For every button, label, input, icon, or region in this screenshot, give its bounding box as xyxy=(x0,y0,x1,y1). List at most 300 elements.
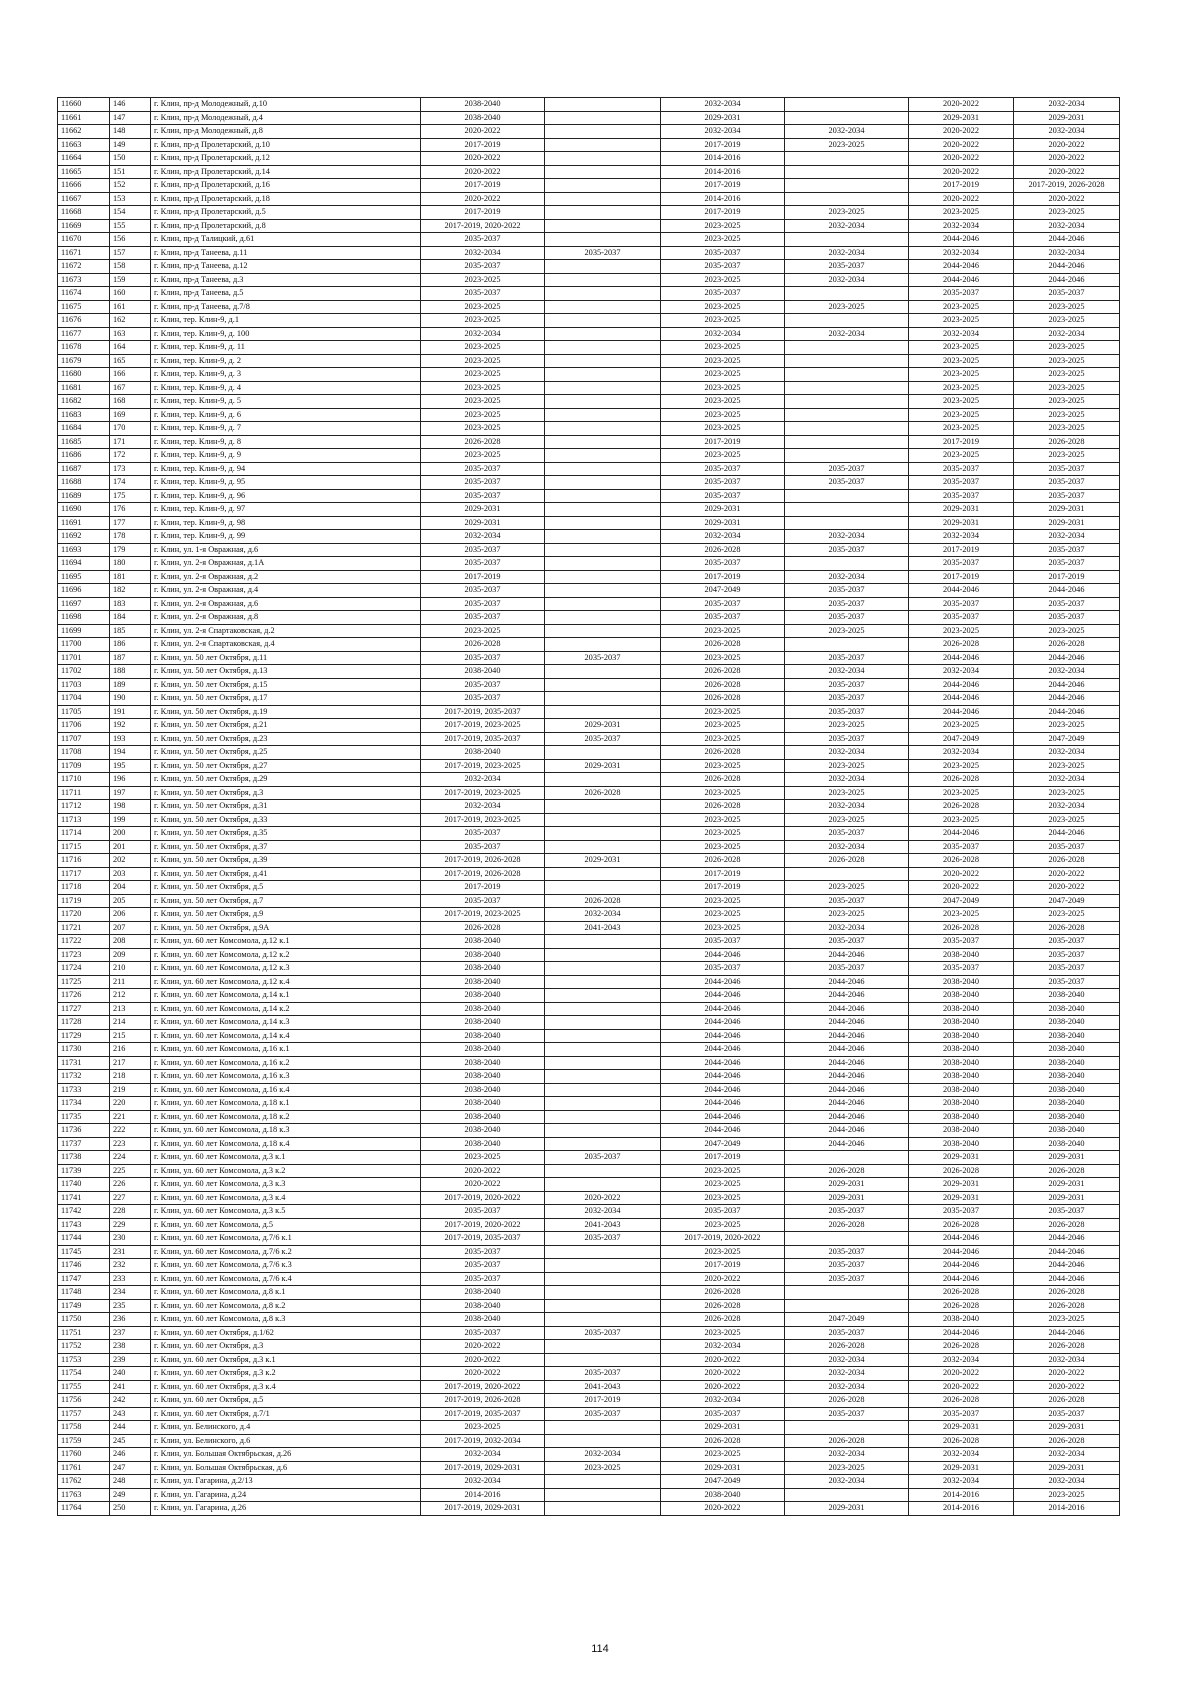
table-cell: 11690 xyxy=(58,503,110,517)
table-cell: 2032-2034 xyxy=(421,773,545,787)
table-cell xyxy=(545,516,661,530)
table-cell xyxy=(545,827,661,841)
table-cell: 2023-2025 xyxy=(661,395,785,409)
table-cell: 2020-2022 xyxy=(1014,1367,1120,1381)
table-cell: 2020-2022 xyxy=(421,1353,545,1367)
table-cell: 2026-2028 xyxy=(909,921,1014,935)
table-cell: г. Клин, ул. 60 лет Комсомола, д.7/6 к.2 xyxy=(151,1245,421,1259)
table-cell: г. Клин, тер. Клин-9, д. 97 xyxy=(151,503,421,517)
table-cell: г. Клин, тер. Клин-9, д. 5 xyxy=(151,395,421,409)
table-cell: 11721 xyxy=(58,921,110,935)
table-cell: 2026-2028 xyxy=(909,1394,1014,1408)
table-cell: 11669 xyxy=(58,219,110,233)
table-cell: 2032-2034 xyxy=(661,1394,785,1408)
table-cell: г. Клин, ул. 60 лет Комсомола, д.3 к.2 xyxy=(151,1164,421,1178)
table-row xyxy=(58,260,1120,274)
table-cell: 2020-2022 xyxy=(421,1367,545,1381)
table-row xyxy=(58,1110,1120,1124)
table-cell: 2020-2022 xyxy=(421,165,545,179)
table-cell: 2035-2037 xyxy=(785,1326,909,1340)
table-cell: 177 xyxy=(110,516,151,530)
table-cell: 2023-2025 xyxy=(661,719,785,733)
table-cell: г. Клин, тер. Клин-9, д. 8 xyxy=(151,435,421,449)
table-cell: 11704 xyxy=(58,692,110,706)
table-cell: г. Клин, ул. 2-я Спартаковская, д.4 xyxy=(151,638,421,652)
table-cell: 2023-2025 xyxy=(421,381,545,395)
table-cell: 2044-2046 xyxy=(1014,678,1120,692)
table-row xyxy=(58,584,1120,598)
table-row xyxy=(58,1016,1120,1030)
table-cell: 2029-2031 xyxy=(909,1461,1014,1475)
table-row xyxy=(58,1002,1120,1016)
table-cell xyxy=(545,98,661,112)
table-cell: 2035-2037 xyxy=(661,1205,785,1219)
table-row xyxy=(58,98,1120,112)
table-cell: 2029-2031 xyxy=(1014,111,1120,125)
table-cell: 2023-2025 xyxy=(909,908,1014,922)
table-cell: г. Клин, пр-д Пролетарский, д.10 xyxy=(151,138,421,152)
table-cell: 210 xyxy=(110,962,151,976)
table-cell: 11689 xyxy=(58,489,110,503)
table-cell: г. Клин, тер. Клин-9, д. 9 xyxy=(151,449,421,463)
table-cell: 11668 xyxy=(58,206,110,220)
table-cell: 11751 xyxy=(58,1326,110,1340)
table-cell: 242 xyxy=(110,1394,151,1408)
table-cell: 2035-2037 xyxy=(785,543,909,557)
table-cell: 2023-2025 xyxy=(1014,1313,1120,1327)
table-row xyxy=(58,827,1120,841)
table-cell: 2035-2037 xyxy=(1014,489,1120,503)
table-cell: г. Клин, ул. 50 лет Октября, д.3 xyxy=(151,786,421,800)
table-cell: 11756 xyxy=(58,1394,110,1408)
table-cell: г. Клин, ул. 50 лет Октября, д.21 xyxy=(151,719,421,733)
table-cell: 2023-2025 xyxy=(785,881,909,895)
table-cell: 2023-2025 xyxy=(1014,449,1120,463)
table-row xyxy=(58,800,1120,814)
table-cell: 11735 xyxy=(58,1110,110,1124)
table-cell: г. Клин, ул. 50 лет Октября, д.19 xyxy=(151,705,421,719)
table-cell: 2032-2034 xyxy=(909,1448,1014,1462)
table-row xyxy=(58,840,1120,854)
table-cell: 2026-2028 xyxy=(661,1299,785,1313)
table-cell: 11740 xyxy=(58,1178,110,1192)
table-cell: 2026-2028 xyxy=(421,435,545,449)
table-cell: 2029-2031 xyxy=(661,1421,785,1435)
table-cell: 2017-2019 xyxy=(909,435,1014,449)
table-cell: 2014-2016 xyxy=(909,1502,1014,1516)
table-cell: 2023-2025 xyxy=(1014,1488,1120,1502)
table-row xyxy=(58,206,1120,220)
table-cell: 2038-2040 xyxy=(421,962,545,976)
table-cell: 11670 xyxy=(58,233,110,247)
table-cell xyxy=(545,408,661,422)
table-cell: 2023-2025 xyxy=(661,759,785,773)
table-cell: 2038-2040 xyxy=(421,1043,545,1057)
table-row xyxy=(58,557,1120,571)
table-cell xyxy=(545,368,661,382)
table-row xyxy=(58,1448,1120,1462)
table-cell: 11671 xyxy=(58,246,110,260)
table-cell: 11750 xyxy=(58,1313,110,1327)
table-cell: 214 xyxy=(110,1016,151,1030)
table-cell xyxy=(545,1164,661,1178)
table-cell: г. Клин, ул. 50 лет Октября, д.5 xyxy=(151,881,421,895)
table-row xyxy=(58,1272,1120,1286)
table-row xyxy=(58,854,1120,868)
table-cell: 147 xyxy=(110,111,151,125)
table-cell: 2029-2031 xyxy=(1014,1178,1120,1192)
table-cell: 2035-2037 xyxy=(785,1407,909,1421)
table-cell xyxy=(545,219,661,233)
table-cell xyxy=(545,503,661,517)
table-cell xyxy=(785,516,909,530)
table-cell: 202 xyxy=(110,854,151,868)
table-cell: 11672 xyxy=(58,260,110,274)
table-cell: 2035-2037 xyxy=(1014,287,1120,301)
table-cell: 2035-2037 xyxy=(909,1407,1014,1421)
table-cell: г. Клин, ул. 60 лет Октября, д.3 к.1 xyxy=(151,1353,421,1367)
table-cell: 2038-2040 xyxy=(421,975,545,989)
table-cell: 2032-2034 xyxy=(785,800,909,814)
table-cell: 2035-2037 xyxy=(661,557,785,571)
table-cell: 11754 xyxy=(58,1367,110,1381)
table-cell: 2035-2037 xyxy=(661,1407,785,1421)
table-cell: 2032-2034 xyxy=(785,1353,909,1367)
table-cell: г. Клин, пр-д Танеева, д.11 xyxy=(151,246,421,260)
table-cell: 11738 xyxy=(58,1151,110,1165)
table-cell: 2035-2037 xyxy=(785,1205,909,1219)
table-cell: 11724 xyxy=(58,962,110,976)
table-cell: 2029-2031 xyxy=(909,111,1014,125)
table-cell xyxy=(785,503,909,517)
table-cell: 2038-2040 xyxy=(909,1083,1014,1097)
table-cell: 2032-2034 xyxy=(1014,665,1120,679)
table-cell: 2044-2046 xyxy=(785,1137,909,1151)
table-cell: 2017-2019, 2023-2025 xyxy=(421,813,545,827)
table-cell: 2047-2049 xyxy=(909,732,1014,746)
table-cell: 213 xyxy=(110,1002,151,1016)
table-cell: г. Клин, ул. 60 лет Комсомола, д.3 к.4 xyxy=(151,1191,421,1205)
table-cell: 2023-2025 xyxy=(909,408,1014,422)
table-cell: 2017-2019, 2023-2025 xyxy=(421,759,545,773)
table-cell: г. Клин, тер. Клин-9, д. 2 xyxy=(151,354,421,368)
table-cell: 2023-2025 xyxy=(1014,813,1120,827)
table-cell: 2032-2034 xyxy=(909,1353,1014,1367)
table-cell: г. Клин, тер. Клин-9, д. 95 xyxy=(151,476,421,490)
table-cell: 2017-2019 xyxy=(909,570,1014,584)
table-cell: 2044-2046 xyxy=(1014,705,1120,719)
table-cell xyxy=(545,557,661,571)
table-cell: г. Клин, ул. 50 лет Октября, д.7 xyxy=(151,894,421,908)
table-cell: 2026-2028 xyxy=(1014,638,1120,652)
table-row xyxy=(58,435,1120,449)
table-cell: г. Клин, ул. 50 лет Октября, д.33 xyxy=(151,813,421,827)
table-cell: 2035-2037 xyxy=(661,287,785,301)
table-cell: 2035-2037 xyxy=(909,935,1014,949)
table-cell: 2026-2028 xyxy=(1014,854,1120,868)
table-cell xyxy=(545,989,661,1003)
table-cell: 2017-2019 xyxy=(661,138,785,152)
table-cell: 11720 xyxy=(58,908,110,922)
table-cell: 200 xyxy=(110,827,151,841)
table-cell: 2038-2040 xyxy=(1014,989,1120,1003)
table-cell: 2020-2022 xyxy=(909,867,1014,881)
table-cell: 206 xyxy=(110,908,151,922)
table-cell: 2035-2037 xyxy=(661,462,785,476)
table-cell: 2023-2025 xyxy=(661,1178,785,1192)
table-cell: 2029-2031 xyxy=(661,111,785,125)
table-cell: 2023-2025 xyxy=(421,368,545,382)
table-cell: 226 xyxy=(110,1178,151,1192)
table-cell: 2026-2028 xyxy=(661,692,785,706)
table-cell: г. Клин, тер. Клин-9, д. 100 xyxy=(151,327,421,341)
table-cell: 2038-2040 xyxy=(421,1313,545,1327)
table-cell: 2023-2025 xyxy=(661,314,785,328)
table-cell: 2026-2028 xyxy=(661,746,785,760)
table-cell: 2035-2037 xyxy=(545,732,661,746)
table-cell xyxy=(785,98,909,112)
table-cell xyxy=(545,327,661,341)
table-cell: 2023-2025 xyxy=(785,786,909,800)
table-cell: г. Клин, ул. 60 лет Комсомола, д.14 к.3 xyxy=(151,1016,421,1030)
table-cell: г. Клин, ул. 2-я Овражная, д.6 xyxy=(151,597,421,611)
table-cell: 11706 xyxy=(58,719,110,733)
table-cell: 2023-2025 xyxy=(661,840,785,854)
table-cell: 162 xyxy=(110,314,151,328)
table-cell: 2041-2043 xyxy=(545,1218,661,1232)
table-row xyxy=(58,462,1120,476)
table-cell xyxy=(545,395,661,409)
table-cell: 11748 xyxy=(58,1286,110,1300)
table-cell: 2032-2034 xyxy=(785,125,909,139)
table-cell: 2035-2037 xyxy=(421,287,545,301)
table-cell: 11699 xyxy=(58,624,110,638)
table-cell: 223 xyxy=(110,1137,151,1151)
table-cell: г. Клин, ул. 60 лет Комсомола, д.12 к.3 xyxy=(151,962,421,976)
table-cell: 2032-2034 xyxy=(785,570,909,584)
table-cell: 2020-2022 xyxy=(909,138,1014,152)
table-row xyxy=(58,165,1120,179)
table-cell xyxy=(545,206,661,220)
table-cell: 161 xyxy=(110,300,151,314)
table-cell: 171 xyxy=(110,435,151,449)
table-row xyxy=(58,1313,1120,1327)
table-cell: 11729 xyxy=(58,1029,110,1043)
table-cell: 11741 xyxy=(58,1191,110,1205)
table-cell: 2017-2019 xyxy=(421,206,545,220)
table-cell: 2023-2025 xyxy=(1014,719,1120,733)
table-cell: 11746 xyxy=(58,1259,110,1273)
table-cell: 2023-2025 xyxy=(421,273,545,287)
table-cell: г. Клин, пр-д Пролетарский, д.18 xyxy=(151,192,421,206)
table-cell: 2023-2025 xyxy=(1014,341,1120,355)
table-cell: 2047-2049 xyxy=(661,584,785,598)
table-row xyxy=(58,948,1120,962)
table-cell xyxy=(545,1353,661,1367)
table-cell: 2032-2034 xyxy=(1014,746,1120,760)
table-cell: г. Клин, ул. 60 лет Комсомола, д.14 к.4 xyxy=(151,1029,421,1043)
table-cell: 2032-2034 xyxy=(1014,1475,1120,1489)
table-cell: 2044-2046 xyxy=(909,1272,1014,1286)
table-cell: 2032-2034 xyxy=(1014,1353,1120,1367)
table-cell: 2023-2025 xyxy=(1014,368,1120,382)
table-cell xyxy=(785,449,909,463)
table-cell: 250 xyxy=(110,1502,151,1516)
table-cell: 2029-2031 xyxy=(545,759,661,773)
table-cell xyxy=(545,1110,661,1124)
table-cell: 212 xyxy=(110,989,151,1003)
table-cell: 2023-2025 xyxy=(661,1448,785,1462)
table-cell: 2023-2025 xyxy=(909,449,1014,463)
table-row xyxy=(58,881,1120,895)
table-row xyxy=(58,1434,1120,1448)
table-cell: 2032-2034 xyxy=(421,530,545,544)
table-cell: 2044-2046 xyxy=(1014,1272,1120,1286)
table-cell: 2035-2037 xyxy=(421,260,545,274)
table-cell: г. Клин, ул. Большая Октябрьская, д.26 xyxy=(151,1448,421,1462)
table-cell: 2023-2025 xyxy=(909,759,1014,773)
table-cell: г. Клин, ул. 2-я Овражная, д.8 xyxy=(151,611,421,625)
table-cell: 2023-2025 xyxy=(785,206,909,220)
table-cell: 159 xyxy=(110,273,151,287)
table-cell xyxy=(785,1286,909,1300)
table-cell: 2032-2034 xyxy=(1014,327,1120,341)
table-cell: г. Клин, ул. 50 лет Октября, д.39 xyxy=(151,854,421,868)
table-cell: г. Клин, ул. 60 лет Комсомола, д.3 к.1 xyxy=(151,1151,421,1165)
table-cell: 11681 xyxy=(58,381,110,395)
table-cell: 2035-2037 xyxy=(909,287,1014,301)
table-row xyxy=(58,570,1120,584)
table-cell: 2032-2034 xyxy=(421,1475,545,1489)
table-cell: 2044-2046 xyxy=(1014,1259,1120,1273)
table-row xyxy=(58,1029,1120,1043)
table-cell: 2029-2031 xyxy=(785,1178,909,1192)
table-cell: 2026-2028 xyxy=(1014,1394,1120,1408)
table-cell: 2038-2040 xyxy=(909,1137,1014,1151)
table-cell: г. Клин, пр-д Пролетарский, д.14 xyxy=(151,165,421,179)
table-cell: 2017-2019, 2035-2037 xyxy=(421,1232,545,1246)
table-cell xyxy=(545,1043,661,1057)
table-cell: 2017-2019, 2026-2028 xyxy=(421,1394,545,1408)
table-cell: 2038-2040 xyxy=(421,1124,545,1138)
table-cell: 175 xyxy=(110,489,151,503)
table-cell: 2035-2037 xyxy=(909,462,1014,476)
table-cell: 2029-2031 xyxy=(785,1502,909,1516)
table-cell: 208 xyxy=(110,935,151,949)
table-cell: 2038-2040 xyxy=(421,1016,545,1030)
table-cell: 2035-2037 xyxy=(909,476,1014,490)
table-cell: г. Клин, ул. Гагарина, д.24 xyxy=(151,1488,421,1502)
table-cell: 194 xyxy=(110,746,151,760)
table-cell: 2020-2022 xyxy=(661,1502,785,1516)
table-cell: 2044-2046 xyxy=(909,584,1014,598)
table-cell: 2038-2040 xyxy=(421,1083,545,1097)
table-cell: 2023-2025 xyxy=(421,422,545,436)
table-row xyxy=(58,746,1120,760)
table-cell: 2032-2034 xyxy=(661,327,785,341)
table-cell: 11663 xyxy=(58,138,110,152)
table-cell: 2014-2016 xyxy=(661,192,785,206)
table-cell xyxy=(545,570,661,584)
table-cell: 2038-2040 xyxy=(909,975,1014,989)
table-cell: 2020-2022 xyxy=(909,881,1014,895)
table-cell: 2023-2025 xyxy=(661,813,785,827)
table-cell: 243 xyxy=(110,1407,151,1421)
table-cell: 2032-2034 xyxy=(785,773,909,787)
table-cell: 199 xyxy=(110,813,151,827)
table-cell: г. Клин, пр-д Пролетарский, д.8 xyxy=(151,219,421,233)
table-cell: 2035-2037 xyxy=(661,597,785,611)
table-cell: 2023-2025 xyxy=(661,1326,785,1340)
table-cell: 11730 xyxy=(58,1043,110,1057)
table-cell: 191 xyxy=(110,705,151,719)
table-cell: 203 xyxy=(110,867,151,881)
table-cell xyxy=(545,179,661,193)
table-cell: 2017-2019, 2035-2037 xyxy=(421,1407,545,1421)
table-cell xyxy=(545,678,661,692)
table-cell: 2044-2046 xyxy=(909,1326,1014,1340)
table-cell: 157 xyxy=(110,246,151,260)
table-row xyxy=(58,1353,1120,1367)
table-cell xyxy=(545,705,661,719)
table-row xyxy=(58,219,1120,233)
table-cell: 2044-2046 xyxy=(909,1232,1014,1246)
table-cell xyxy=(785,354,909,368)
table-cell: 2038-2040 xyxy=(909,1110,1014,1124)
table-cell: 2023-2025 xyxy=(909,624,1014,638)
table-cell: 2032-2034 xyxy=(785,1367,909,1381)
table-cell: 151 xyxy=(110,165,151,179)
table-cell: 2035-2037 xyxy=(909,840,1014,854)
table-cell: г. Клин, тер. Клин-9, д. 94 xyxy=(151,462,421,476)
table-cell: 2035-2037 xyxy=(661,962,785,976)
table-cell: 11726 xyxy=(58,989,110,1003)
table-cell: 2044-2046 xyxy=(1014,692,1120,706)
table-cell xyxy=(545,1002,661,1016)
table-cell: 11698 xyxy=(58,611,110,625)
table-cell: 2032-2034 xyxy=(785,530,909,544)
table-cell: 2032-2034 xyxy=(785,665,909,679)
table-cell: 176 xyxy=(110,503,151,517)
table-cell: 11759 xyxy=(58,1434,110,1448)
table-row xyxy=(58,1461,1120,1475)
table-cell: 244 xyxy=(110,1421,151,1435)
table-cell: 2044-2046 xyxy=(785,1029,909,1043)
table-cell: 2035-2037 xyxy=(1014,611,1120,625)
table-cell: 2023-2025 xyxy=(421,395,545,409)
table-cell: 2020-2022 xyxy=(661,1353,785,1367)
table-cell: г. Клин, пр-д Танеева, д.5 xyxy=(151,287,421,301)
table-cell: 2023-2025 xyxy=(1014,908,1120,922)
table-cell: 2035-2037 xyxy=(909,557,1014,571)
table-cell: 2035-2037 xyxy=(1014,962,1120,976)
table-cell: г. Клин, ул. 60 лет Комсомола, д.7/6 к.1 xyxy=(151,1232,421,1246)
table-cell: 2035-2037 xyxy=(661,489,785,503)
table-cell: 2023-2025 xyxy=(421,408,545,422)
table-row xyxy=(58,368,1120,382)
table-cell: 2035-2037 xyxy=(421,557,545,571)
table-cell: 2044-2046 xyxy=(661,975,785,989)
table-cell: 2035-2037 xyxy=(785,732,909,746)
table-cell: 2023-2025 xyxy=(785,719,909,733)
table-row xyxy=(58,125,1120,139)
table-cell: 2038-2040 xyxy=(421,1002,545,1016)
table-row xyxy=(58,921,1120,935)
table-cell: 2032-2034 xyxy=(1014,530,1120,544)
table-row xyxy=(58,773,1120,787)
table-row xyxy=(58,908,1120,922)
table-cell: г. Клин, ул. 1-я Овражная, д.6 xyxy=(151,543,421,557)
